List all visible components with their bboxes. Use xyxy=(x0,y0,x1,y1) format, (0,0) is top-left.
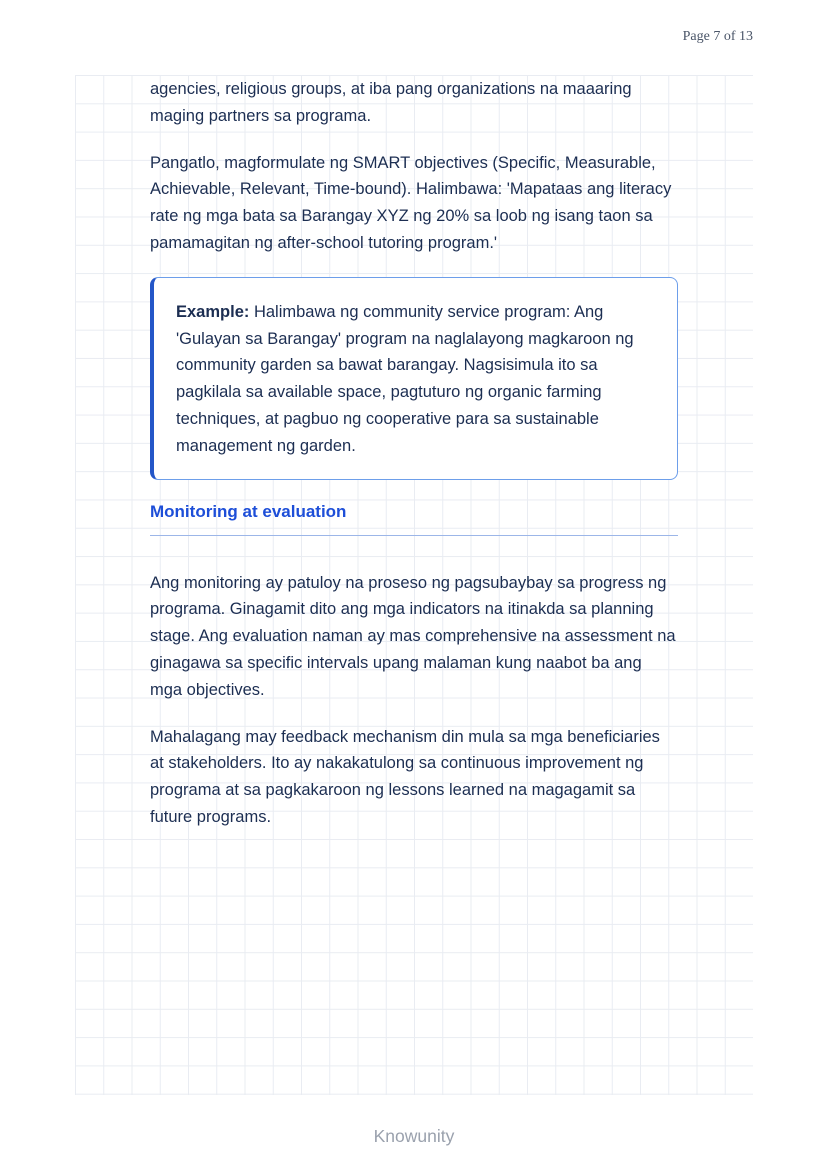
paragraph-feedback: Mahalagang may feedback mechanism din mula sa mga beneficiaries at stakeholders. Ito ay nakakatulong sa continuous improvement ng programa at sa pagkakaroon ng lessons learned na magagamit sa future programs. xyxy=(150,727,660,826)
footer-brand: Knowunity xyxy=(373,1126,455,1146)
notebook-grid-background xyxy=(75,75,753,1095)
page-number-indicator: Page 7 of 13 xyxy=(682,29,753,44)
section-heading-monitoring: Monitoring at evaluation xyxy=(150,501,347,521)
paragraph-monitoring: Ang monitoring ay patuloy na proseso ng pagsubaybay sa progress ng programa. Ginagamit dito ang mga indicators na itinakda sa planning stage. Ang evaluation naman ay mas comprehensive na assessment na ginagawa sa specific intervals upang malaman kung naabot ba ang mga objectives. xyxy=(150,573,676,699)
example-label: Example: xyxy=(176,302,250,321)
example-callout xyxy=(150,277,678,480)
paragraph-partners: agencies, religious groups, at iba pang organizations na maaaring maging partners sa programa. xyxy=(150,80,632,125)
example-paragraph xyxy=(176,299,653,460)
heading-divider xyxy=(150,535,678,536)
paragraph-smart-objectives: Pangatlo, magformulate ng SMART objectives (Specific, Measurable, Achievable, Relevant, Time-bound). Halimbawa: 'Mapataas ang literacy rate ng mga bata sa Barangay XYZ ng 20% sa loob ng isang taon sa pamamagitan ng after-school tutoring program.' xyxy=(150,153,672,252)
document-content xyxy=(150,76,678,851)
example-text: Halimbawa ng community service program: Ang 'Gulayan sa Barangay' program na naglalayong magkaroon ng community garden sa bawat barangay. Nagsisimula ito sa pagkilala sa available space, pagtuturo ng organic farming techniques, at pagbuo ng cooperative para sa sustainable management ng garden. xyxy=(176,302,634,455)
